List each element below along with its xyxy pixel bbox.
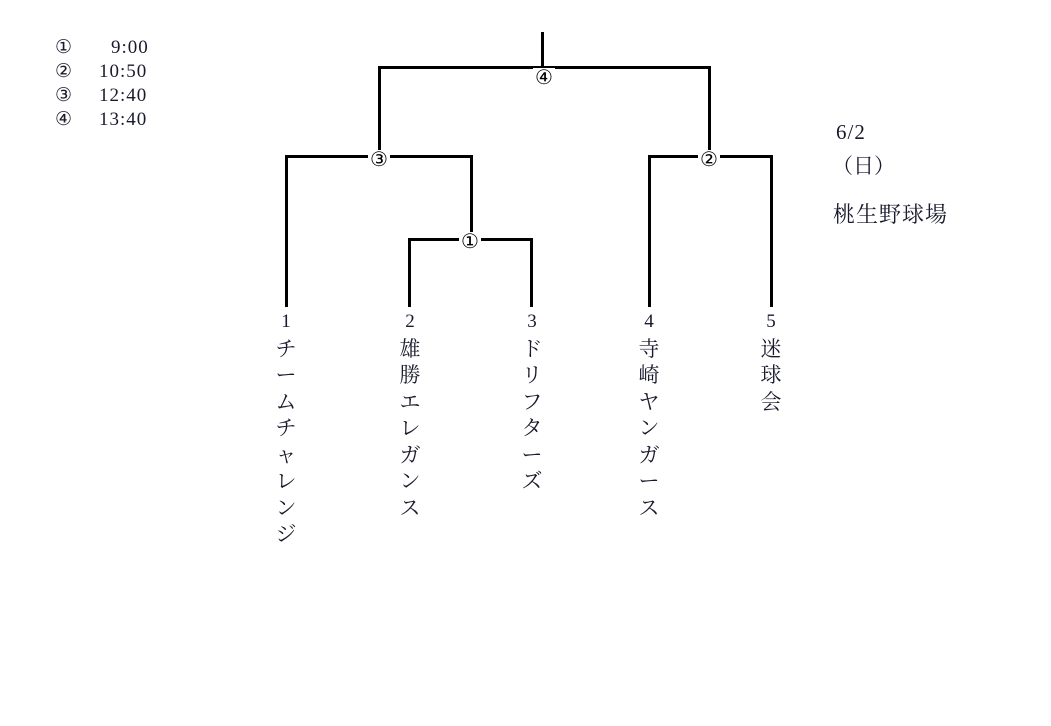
seed-number-5: 5 bbox=[766, 311, 776, 332]
legend-mark-2: ② bbox=[55, 61, 73, 82]
team-name-4: 寺 崎 ヤ ン ガ ー ス bbox=[638, 337, 660, 520]
bracket-final-right-drop bbox=[708, 66, 711, 158]
team-name-3: ド リ フ タ ー ズ bbox=[521, 337, 543, 494]
bracket-semi-left-leg-team1 bbox=[285, 155, 288, 307]
bracket-semi-right-leg-team4 bbox=[648, 155, 651, 307]
seed-number-2: 2 bbox=[405, 311, 415, 332]
event-weekday: （日） bbox=[832, 154, 895, 178]
legend-time-4: 13:40 bbox=[99, 109, 148, 130]
legend-row bbox=[55, 108, 265, 132]
match-number-2: ② bbox=[700, 149, 718, 171]
seed-number-3: 3 bbox=[527, 311, 537, 332]
team-name-2: 雄 勝 エ レ ガ ン ス bbox=[399, 337, 421, 520]
bracket-first-round-leg-team3 bbox=[530, 238, 533, 307]
match-number-3: ③ bbox=[370, 149, 388, 171]
bracket-final-left-drop bbox=[378, 66, 381, 158]
legend-row bbox=[55, 84, 265, 108]
event-date: 6/2 bbox=[836, 120, 866, 144]
bracket-semi-left-leg-match1 bbox=[470, 155, 473, 240]
schedule-legend bbox=[55, 36, 265, 132]
bracket-semi-right-leg-team5 bbox=[770, 155, 773, 307]
event-venue: 桃生野球場 bbox=[833, 202, 949, 227]
legend-time-3: 12:40 bbox=[99, 85, 148, 106]
team-name-1: チ ー ム チ ャ レ ン ジ bbox=[275, 337, 297, 547]
legend-time-1: 9:00 bbox=[111, 37, 149, 58]
seed-number-4: 4 bbox=[644, 311, 654, 332]
legend-mark-1: ① bbox=[55, 37, 73, 58]
legend-mark-3: ③ bbox=[55, 85, 73, 106]
team-name-5: 迷 球 会 bbox=[760, 337, 782, 414]
legend-row bbox=[55, 60, 265, 84]
match-number-1: ① bbox=[461, 231, 479, 253]
seed-number-1: 1 bbox=[281, 311, 291, 332]
legend-time-2: 10:50 bbox=[99, 61, 148, 82]
match-number-4: ④ bbox=[535, 67, 553, 89]
legend-mark-4: ④ bbox=[55, 109, 73, 130]
legend-row bbox=[55, 36, 265, 60]
bracket-first-round-leg-team2 bbox=[408, 238, 411, 307]
